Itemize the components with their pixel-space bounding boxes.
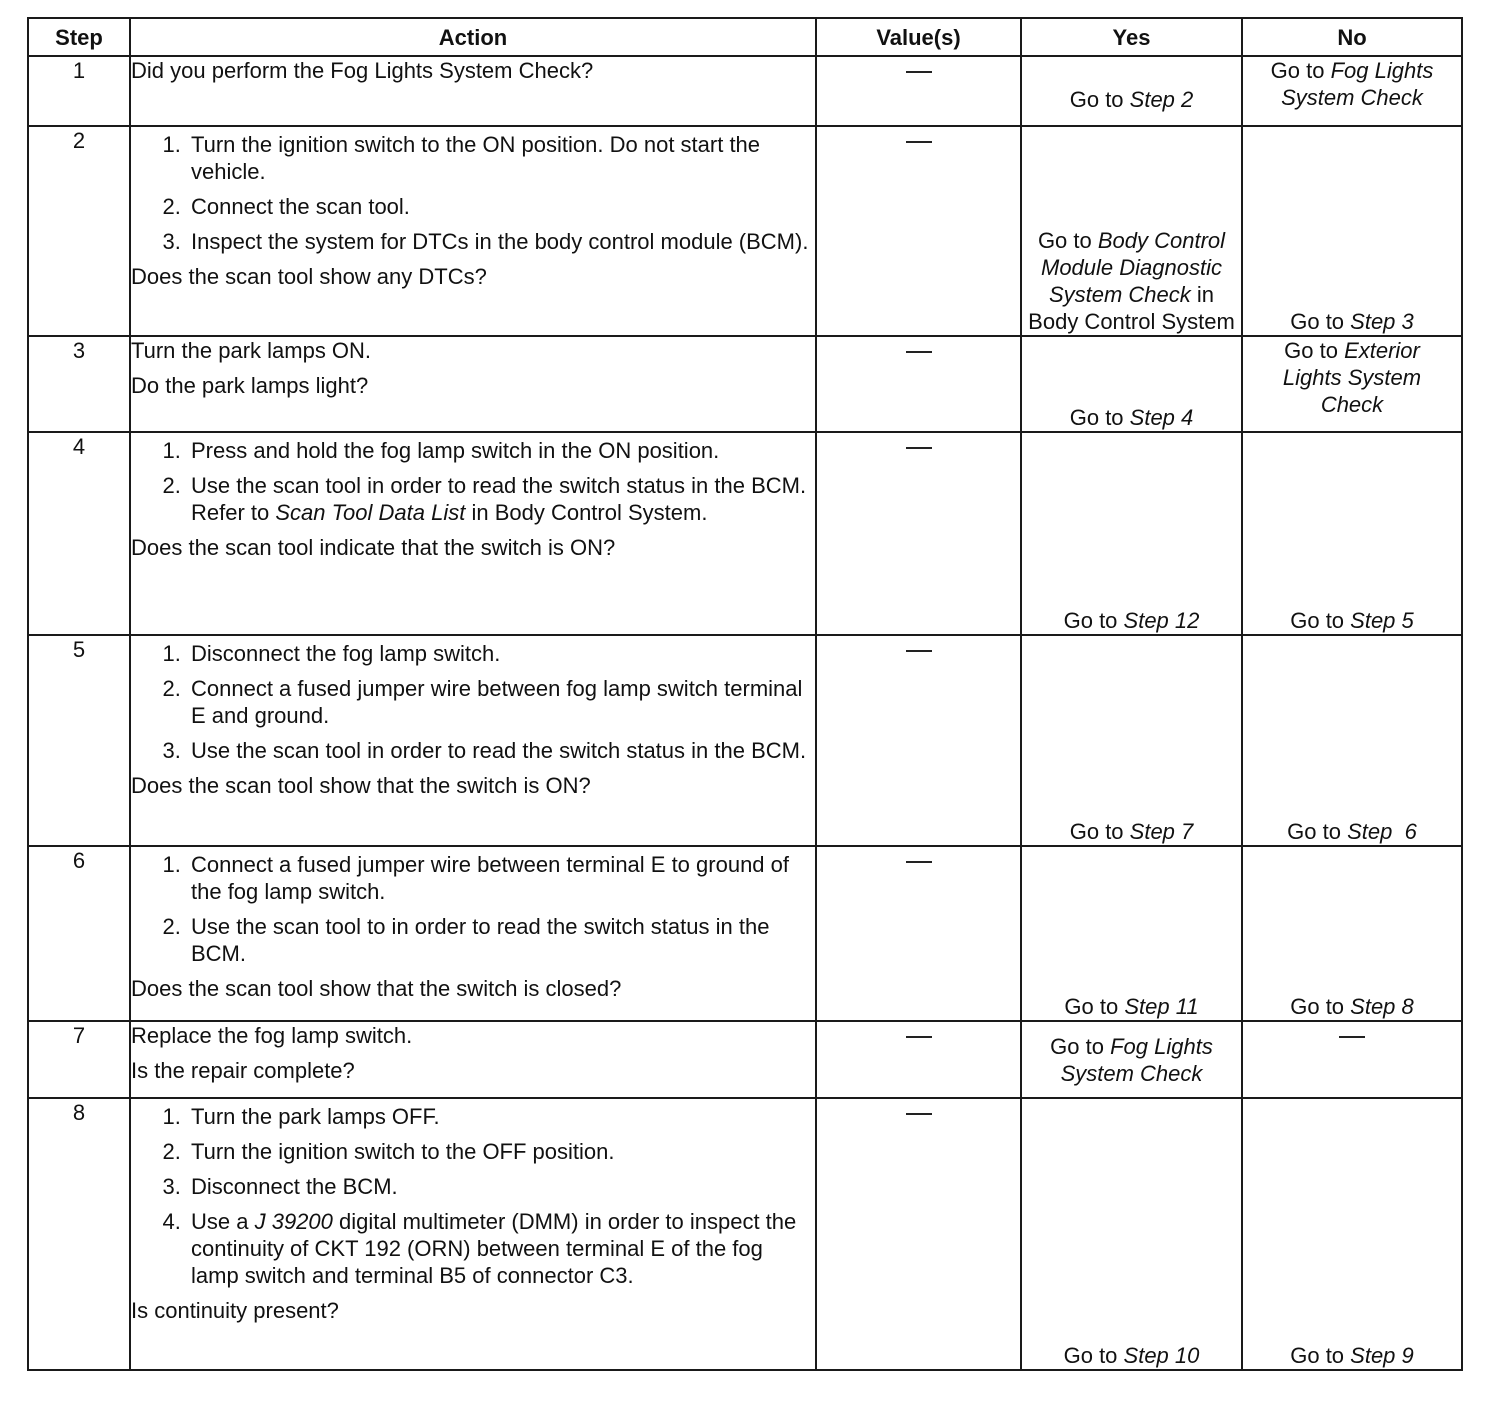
outcome-prefix: Go to [1284, 338, 1345, 363]
no-cell [1242, 1098, 1462, 1370]
outcome-link[interactable]: Step 10 [1123, 1343, 1200, 1368]
table-row [28, 1098, 1462, 1370]
outcome-link[interactable]: Step 2 [1129, 87, 1194, 112]
header-row [28, 18, 1462, 56]
substep [187, 1208, 815, 1289]
yes-outcome[interactable] [1022, 1342, 1241, 1369]
diagnostic-page [27, 17, 1461, 1371]
step-number: 2 [28, 126, 130, 336]
no-cell [1242, 635, 1462, 846]
substep: 2. Connect the scan tool. [187, 193, 815, 220]
value-cell [816, 432, 1021, 635]
yes-outcome[interactable] [1022, 404, 1241, 431]
header-no: No [1242, 18, 1462, 56]
question: Is the repair complete? [131, 1058, 355, 1083]
action-cell [130, 432, 816, 635]
substep: 2. Turn the ignition switch to the OFF position. [187, 1138, 815, 1165]
outcome-prefix: Go to [1037, 228, 1098, 253]
value-cell [816, 56, 1021, 126]
question: Does the scan tool show any DTCs? [131, 264, 487, 289]
no-outcome[interactable] [1243, 1342, 1461, 1369]
value-cell [816, 846, 1021, 1021]
step-number: 3 [28, 336, 130, 432]
table-row [28, 432, 1462, 635]
table-row [28, 336, 1462, 432]
outcome-prefix: Go to [1290, 1343, 1351, 1368]
step-number: 7 [28, 1021, 130, 1098]
no-outcome[interactable] [1243, 57, 1461, 111]
table-row [28, 56, 1462, 126]
table-row [28, 126, 1462, 336]
outcome-link[interactable]: Step 9 [1350, 1343, 1414, 1368]
no-outcome[interactable] [1243, 818, 1461, 845]
outcome-link[interactable]: Step 7 [1129, 819, 1194, 844]
outcome-prefix: Go to [1287, 819, 1348, 844]
table-row [28, 635, 1462, 846]
substep-list [131, 131, 815, 255]
yes-outcome[interactable] [1022, 993, 1241, 1020]
outcome-prefix: Go to [1069, 405, 1130, 430]
yes-outcome[interactable] [1022, 227, 1241, 335]
outcome-link[interactable]: Step 6 [1347, 819, 1417, 844]
outcome-link[interactable]: Exterior Lights System Check [1282, 338, 1422, 417]
dash [906, 1113, 932, 1115]
substep: 2. Connect a fused jumper wire between fog lamp switch terminal E and ground. [187, 675, 815, 729]
substep: 1. Connect a fused jumper wire between terminal E to ground of the fog lamp switch. [187, 851, 815, 905]
no-cell [1242, 126, 1462, 336]
outcome-link[interactable]: Fog Lights System Check [1281, 58, 1434, 110]
yes-cell [1021, 846, 1242, 1021]
dash [906, 447, 932, 449]
action-cell [130, 1098, 816, 1370]
outcome-prefix: Go to [1270, 58, 1331, 83]
outcome-link[interactable]: Fog Lights System Check [1060, 1033, 1213, 1086]
step-number: 5 [28, 635, 130, 846]
diagnostic-table [27, 17, 1463, 1371]
header-yes: Yes [1021, 18, 1242, 56]
yes-cell [1021, 126, 1242, 336]
no-outcome[interactable] [1243, 337, 1461, 418]
outcome-link[interactable]: Step 3 [1350, 309, 1414, 334]
header-action: Action [130, 18, 816, 56]
outcome-link[interactable]: Step 5 [1350, 608, 1414, 633]
substep-list [131, 437, 815, 526]
yes-cell [1021, 1021, 1242, 1098]
tool-reference: J 39200 [254, 1209, 333, 1234]
substep-text: Use the scan tool in order to read the switch status in the BCM. Refer to [191, 473, 807, 525]
no-outcome[interactable] [1243, 993, 1461, 1020]
step-number: 8 [28, 1098, 130, 1370]
substep-text: digital multimeter (DMM) in order to inspect the continuity of CKT 192 (ORN) between terminal E of the fog lamp switch and terminal B5 of connector C3. [191, 1209, 797, 1288]
question: Does the scan tool show that the switch is closed? [131, 976, 622, 1001]
yes-outcome[interactable] [1022, 607, 1241, 634]
no-cell [1242, 336, 1462, 432]
value-cell [816, 336, 1021, 432]
substep: 1. Turn the ignition switch to the ON position. Do not start the vehicle. [187, 131, 815, 185]
yes-outcome[interactable] [1022, 818, 1241, 845]
substep-list [131, 851, 815, 967]
no-cell [1242, 1021, 1462, 1098]
outcome-link[interactable]: Step 12 [1123, 608, 1200, 633]
dash [906, 71, 932, 73]
outcome-prefix: Go to [1064, 994, 1125, 1019]
dash [1339, 1036, 1365, 1038]
outcome-link[interactable]: Step 4 [1129, 405, 1194, 430]
instruction: Replace the fog lamp switch. [131, 1023, 413, 1048]
no-cell [1242, 56, 1462, 126]
substep: 3. Use the scan tool in order to read the switch status in the BCM. [187, 737, 815, 764]
substep-list [131, 1103, 815, 1289]
question: Did you perform the Fog Lights System Check? [131, 58, 594, 83]
outcome-suffix: in Body Control System [1028, 282, 1235, 334]
action-cell [130, 56, 816, 126]
substep: 1. Disconnect the fog lamp switch. [187, 640, 815, 667]
yes-outcome[interactable] [1022, 1033, 1241, 1087]
substep: 1. Turn the park lamps OFF. [187, 1103, 815, 1130]
action-cell [130, 846, 816, 1021]
outcome-link[interactable]: Body Control Module Diagnostic System Check [1041, 228, 1226, 307]
action-cell [130, 1021, 816, 1098]
outcome-prefix: Go to [1290, 994, 1351, 1019]
no-cell [1242, 846, 1462, 1021]
substep [187, 472, 815, 526]
question: Is continuity present? [131, 1298, 339, 1323]
outcome-prefix: Go to [1069, 819, 1130, 844]
no-outcome[interactable] [1243, 308, 1461, 335]
yes-outcome[interactable] [1022, 57, 1241, 113]
action-cell [130, 635, 816, 846]
substep: 3. Inspect the system for DTCs in the body control module (BCM). [187, 228, 815, 255]
dash [906, 650, 932, 652]
outcome-prefix: Go to [1069, 87, 1130, 112]
yes-cell [1021, 56, 1242, 126]
substep-list [131, 640, 815, 764]
yes-cell [1021, 336, 1242, 432]
value-cell [816, 1021, 1021, 1098]
outcome-prefix: Go to [1063, 1343, 1124, 1368]
outcome-prefix: Go to [1290, 309, 1351, 334]
substep: 1. Press and hold the fog lamp switch in the ON position. [187, 437, 815, 464]
step-number: 1 [28, 56, 130, 126]
step-number: 4 [28, 432, 130, 635]
substep: 3. Disconnect the BCM. [187, 1173, 815, 1200]
substep-text: Use a [191, 1209, 255, 1234]
outcome-prefix: Go to [1290, 608, 1351, 633]
yes-cell [1021, 1098, 1242, 1370]
substep-text: in Body Control System. [465, 500, 708, 525]
question: Does the scan tool indicate that the switch is ON? [131, 535, 616, 560]
table-row [28, 1021, 1462, 1098]
question: Do the park lamps light? [131, 373, 369, 398]
no-cell [1242, 432, 1462, 635]
dash [906, 351, 932, 353]
step-number: 6 [28, 846, 130, 1021]
action-cell [130, 126, 816, 336]
value-cell [816, 1098, 1021, 1370]
yes-cell [1021, 432, 1242, 635]
reference-link[interactable]: Scan Tool Data List [275, 500, 466, 525]
value-cell [816, 635, 1021, 846]
header-step: Step [28, 18, 130, 56]
outcome-prefix: Go to [1050, 1033, 1111, 1059]
dash [906, 141, 932, 143]
outcome-link[interactable]: Step 8 [1350, 994, 1414, 1019]
substep: 2. Use the scan tool to in order to read the switch status in the BCM. [187, 913, 815, 967]
question: Does the scan tool show that the switch is ON? [131, 773, 591, 798]
outcome-prefix: Go to [1063, 608, 1124, 633]
no-outcome[interactable] [1243, 607, 1461, 634]
value-cell [816, 126, 1021, 336]
dash [906, 1036, 932, 1038]
dash [906, 861, 932, 863]
action-cell [130, 336, 816, 432]
header-values: Value(s) [816, 18, 1021, 56]
outcome-link[interactable]: Step 11 [1124, 994, 1199, 1019]
instruction: Turn the park lamps ON. [131, 338, 372, 363]
table-row [28, 846, 1462, 1021]
yes-cell [1021, 635, 1242, 846]
